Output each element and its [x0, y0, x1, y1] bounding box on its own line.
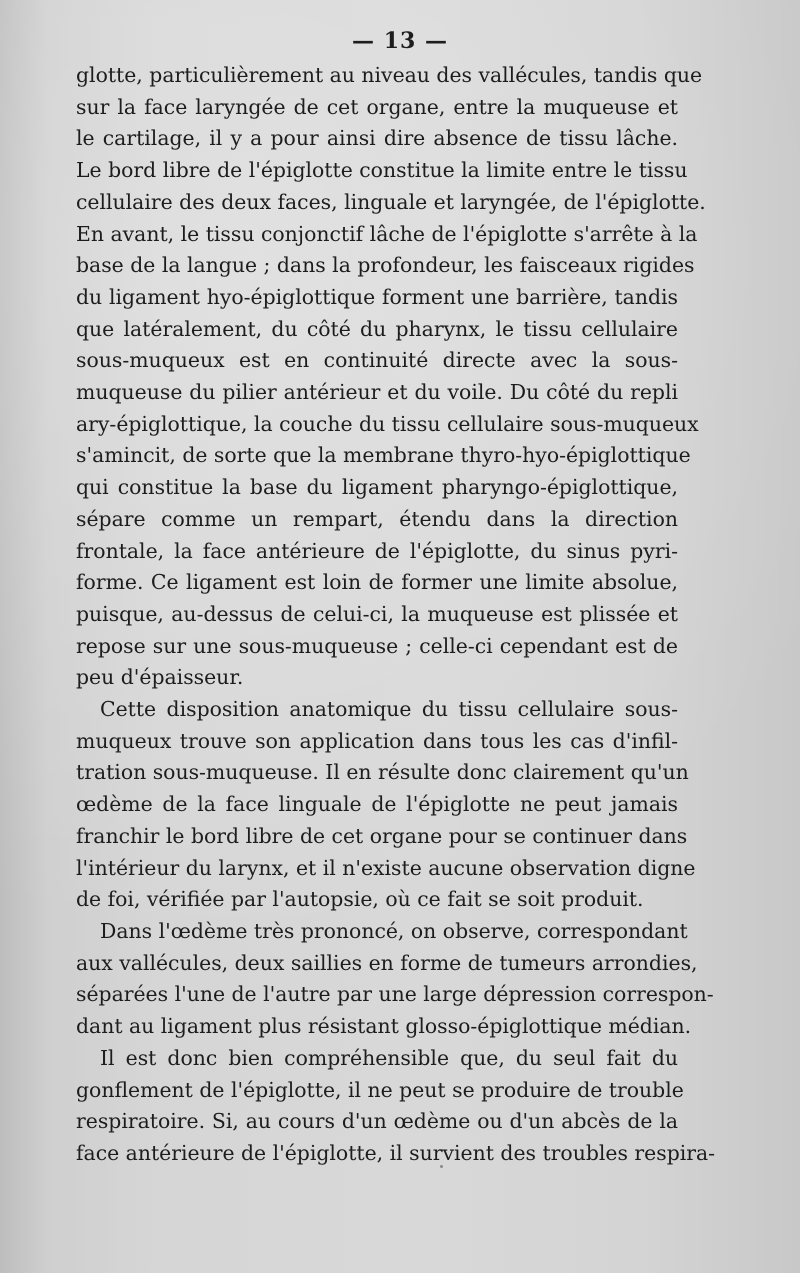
text-line: forme. Ce ligament est loin de former une limite absolue,: [76, 570, 678, 595]
paragraph-2: [76, 694, 696, 916]
text-line: face antérieure de l'épiglotte, il survient des troubles respira-: [76, 1140, 716, 1165]
text-line: dant au ligament plus résistant glosso-épiglottique médian.: [76, 1014, 692, 1039]
text-line: sépare comme un rempart, étendu dans la direction: [76, 506, 678, 531]
paragraph-1: [76, 60, 706, 694]
text-line: cellulaire des deux faces, linguale et laryngée, de l'épiglotte.: [76, 189, 706, 214]
text-line: l'intérieur du larynx, et il n'existe aucune observation digne: [76, 855, 696, 880]
text-line: sous-muqueux est en continuité directe avec la sous-: [76, 348, 678, 373]
text-line: base de la langue ; dans la profondeur, les faisceaux rigides: [76, 253, 695, 278]
text-line: du ligament hyo-épiglottique forment une barrière, tandis: [76, 284, 678, 309]
text-line: de foi, vérifiée par l'autopsie, où ce fait se soit produit.: [76, 887, 644, 912]
text-line: gonflement de l'épiglotte, il ne peut se produire de trouble: [76, 1077, 684, 1102]
text-line: peu d'épaisseur.: [76, 665, 244, 690]
text-line: que latéralement, du côté du pharynx, le tissu cellulaire: [76, 316, 678, 341]
text-line: le cartilage, il y a pour ainsi dire absence de tissu lâche.: [76, 126, 678, 151]
text-line: Il est donc bien compréhensible que, du seul fait du: [100, 1045, 678, 1070]
text-line: Le bord libre de l'épiglotte constitue la limite entre le tissu: [76, 158, 688, 183]
text-line: aux vallécules, deux saillies en forme de tumeurs arrondies,: [76, 950, 698, 975]
text-line: œdème de la face linguale de l'épiglotte ne peut jamais: [76, 792, 678, 817]
paper-speck: [440, 1165, 443, 1168]
text-line: frontale, la face antérieure de l'épiglotte, du sinus pyri-: [76, 538, 678, 563]
text-line: Dans l'œdème très prononcé, on observe, correspondant: [100, 918, 688, 943]
page-number: — 13 —: [352, 28, 448, 54]
text-line: ary-épiglottique, la couche du tissu cellulaire sous-muqueux: [76, 411, 699, 436]
text-line: En avant, le tissu conjonctif lâche de l'épiglotte s'arrête à la: [76, 221, 698, 246]
text-line: franchir le bord libre de cet organe pour se continuer dans: [76, 823, 688, 848]
text-line: s'amincit, de sorte que la membrane thyro-hyo-épiglottique: [76, 443, 691, 468]
text-line: Cette disposition anatomique du tissu cellulaire sous-: [100, 697, 678, 722]
body-text: [76, 60, 716, 1170]
text-line: respiratoire. Si, au cours d'un œdème ou d'un abcès de la: [76, 1109, 678, 1134]
text-line: tration sous-muqueuse. Il en résulte donc clairement qu'un: [76, 760, 689, 785]
text-line: sur la face laryngée de cet organe, entre la muqueuse et: [76, 94, 678, 119]
text-line: muqueuse du pilier antérieur et du voile. Du côté du repli: [76, 380, 678, 405]
text-line: repose sur une sous-muqueuse ; celle-ci cependant est de: [76, 633, 678, 658]
text-line: séparées l'une de l'autre par une large dépression correspon-: [76, 982, 714, 1007]
text-line: glotte, particulièrement au niveau des vallécules, tandis que: [76, 63, 703, 87]
paragraph-4: [76, 1043, 716, 1170]
text-line: puisque, au-dessus de celui-ci, la muqueuse est plissée et: [76, 601, 678, 626]
text-line: muqueux trouve son application dans tous les cas d'infil-: [76, 728, 678, 753]
text-line: qui constitue la base du ligament pharyngo-épiglottique,: [76, 475, 678, 500]
paragraph-3: [76, 916, 714, 1043]
